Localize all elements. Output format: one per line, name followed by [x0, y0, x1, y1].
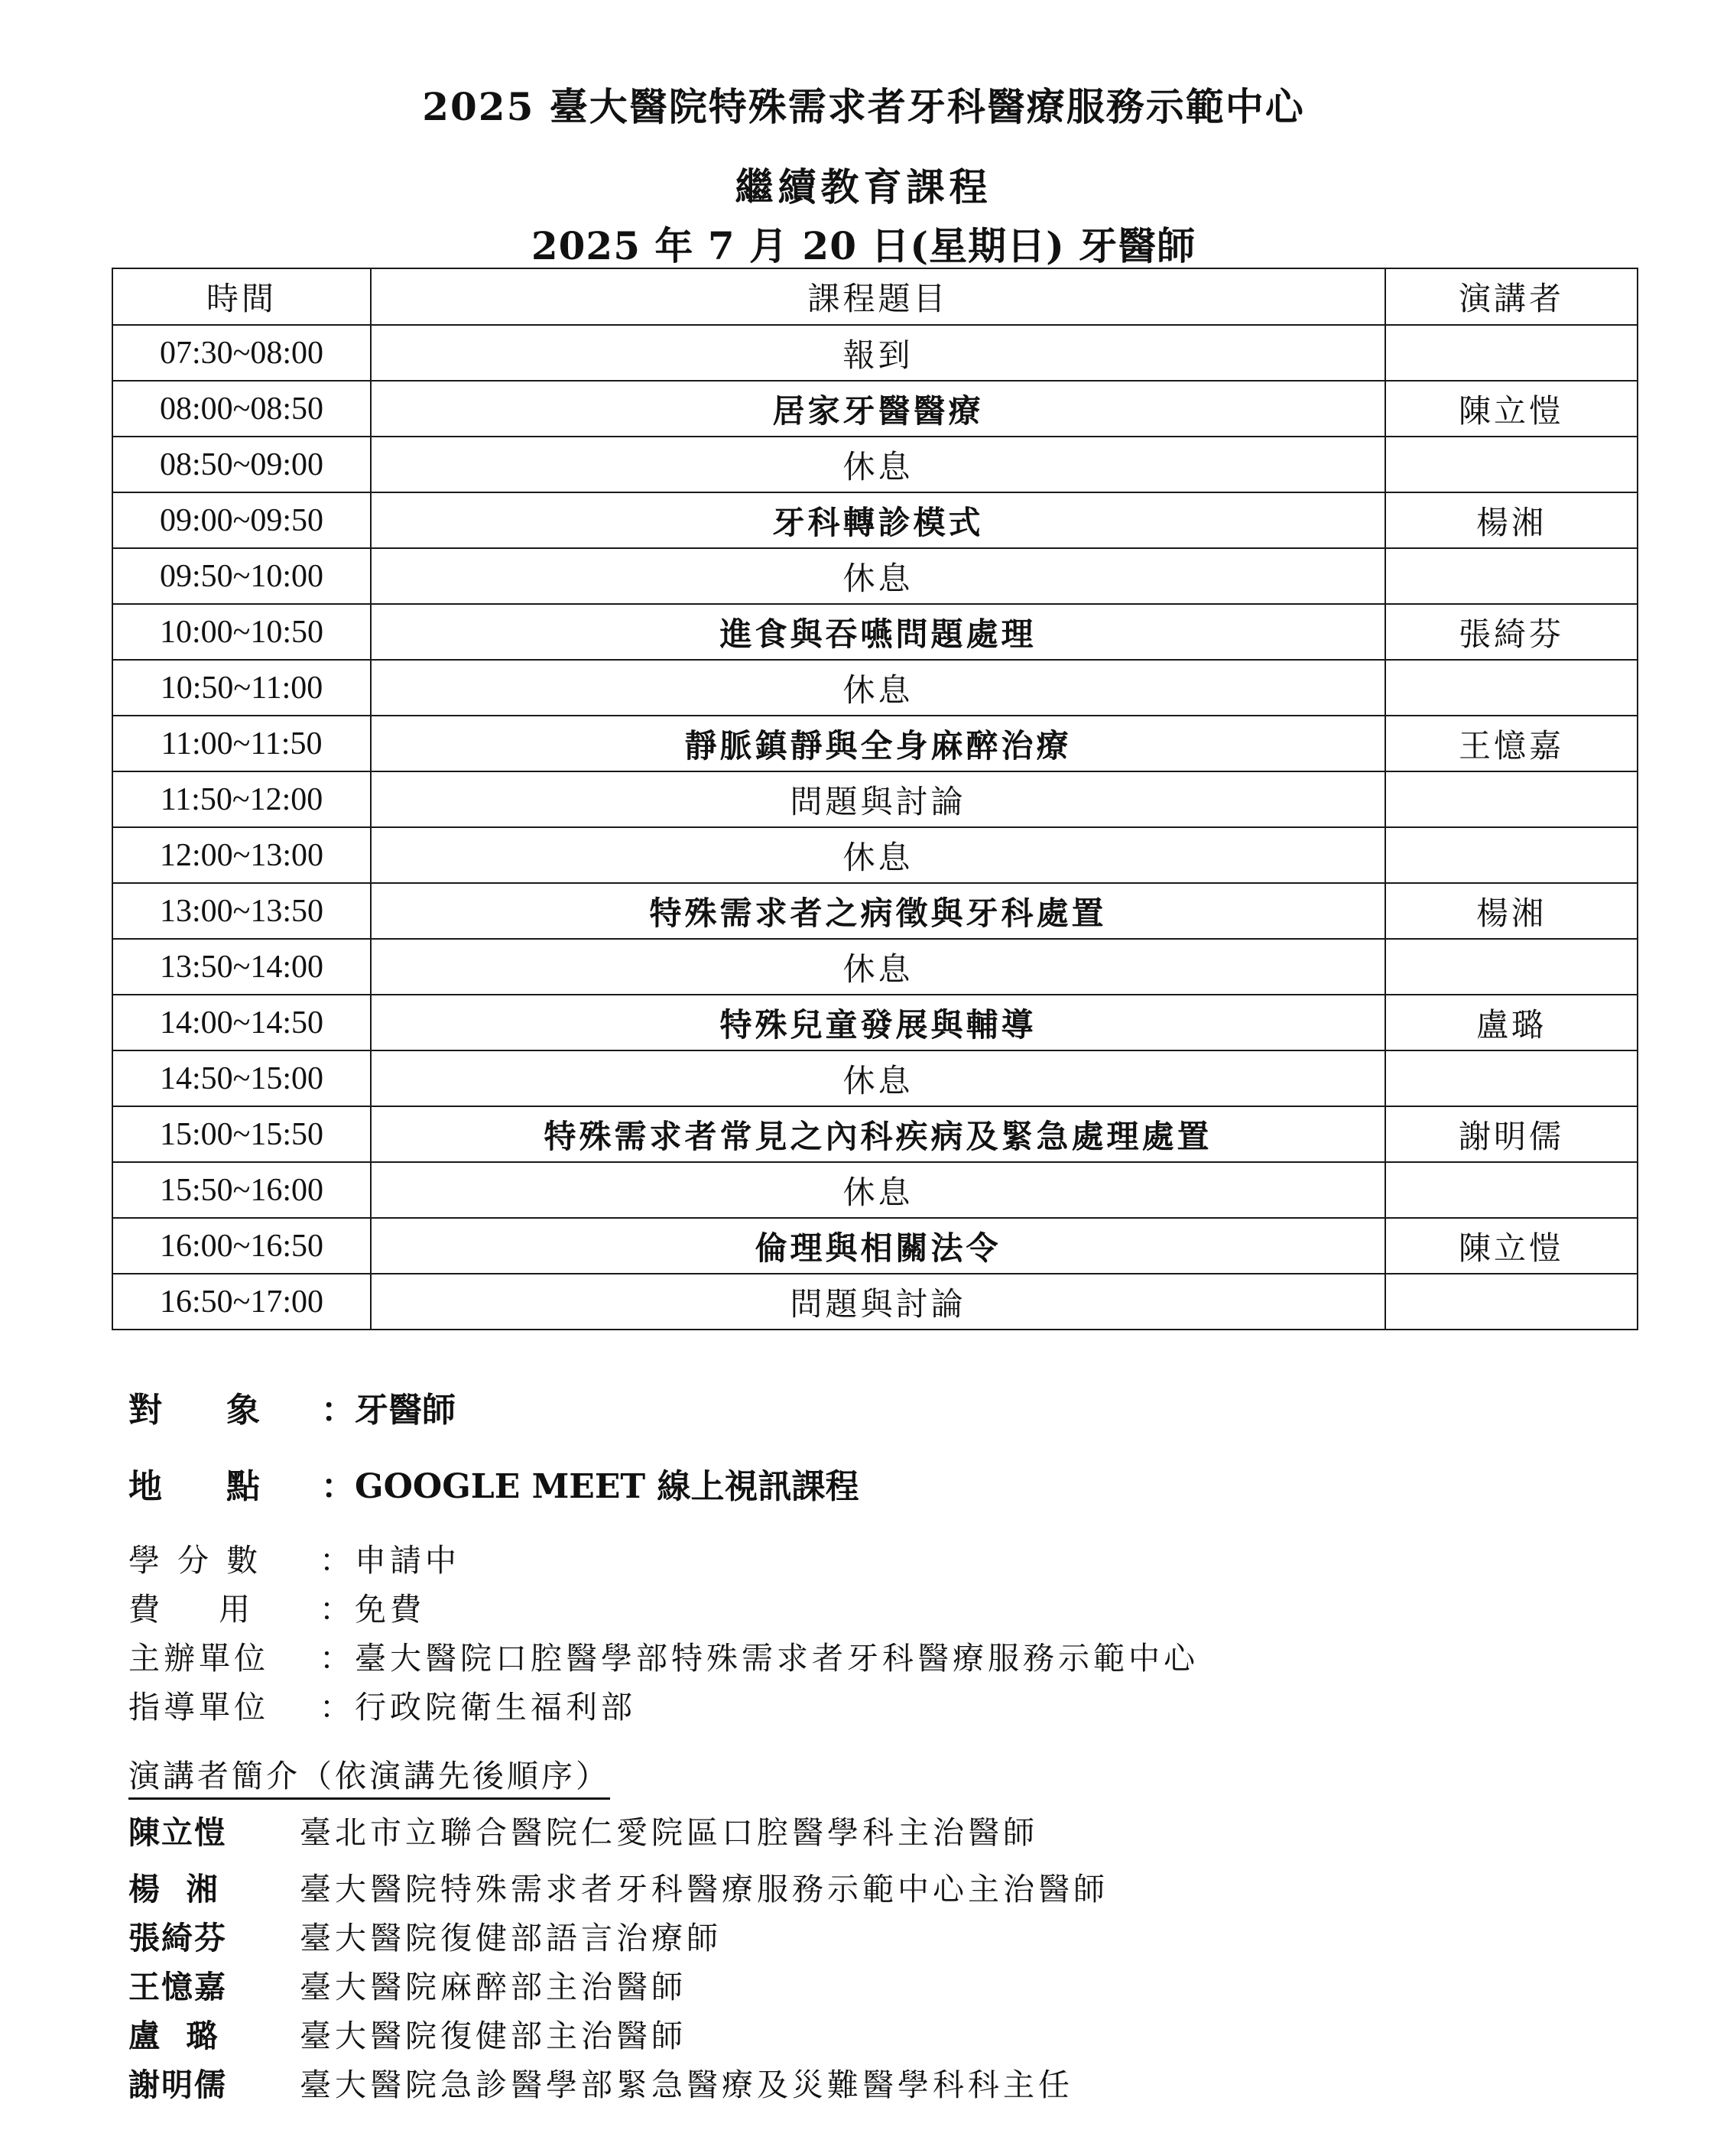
- row-time: 10:00~10:50: [112, 604, 371, 660]
- row-topic: 牙科轉診模式: [371, 492, 1385, 548]
- row-time: 16:50~17:00: [112, 1274, 371, 1330]
- row-speaker: [1385, 660, 1638, 716]
- table-row: [112, 1274, 1638, 1330]
- speaker-bio: [128, 2011, 687, 2056]
- table-row: [112, 995, 1638, 1050]
- document-subtitle: 繼續教育課程: [735, 164, 992, 209]
- row-speaker: 楊湘: [1385, 492, 1638, 548]
- fee-label: 費 用: [128, 1591, 255, 1628]
- row-speaker: 張綺芬: [1385, 604, 1638, 660]
- row-speaker: 楊湘: [1385, 883, 1638, 939]
- venue-line: [128, 1459, 859, 1508]
- row-topic: 進食與吞嚥問題處理: [371, 604, 1385, 660]
- table-row: [112, 939, 1638, 995]
- table-row: [112, 325, 1638, 381]
- schedule-table: [112, 268, 1638, 1330]
- row-time: 12:00~13:00: [112, 827, 371, 883]
- row-speaker: 盧璐: [1385, 995, 1638, 1050]
- row-time: 10:50~11:00: [112, 660, 371, 716]
- organizer-value: ：臺大醫院口腔醫學部特殊需求者牙科醫療服務示範中心: [320, 1640, 1199, 1677]
- table-row: [112, 548, 1638, 604]
- row-speaker: [1385, 325, 1638, 381]
- row-speaker: [1385, 1162, 1638, 1218]
- row-speaker: [1385, 1050, 1638, 1106]
- row-topic: 問題與討論: [371, 1274, 1385, 1330]
- audience-value: ：牙醫師: [321, 1391, 456, 1430]
- row-time: 11:50~12:00: [112, 771, 371, 827]
- row-topic: 休息: [371, 660, 1385, 716]
- row-speaker: 陳立愷: [1385, 1218, 1638, 1274]
- speaker-name: 楊 湘: [128, 1871, 219, 1908]
- speaker-desc: 臺北市立聯合醫院仁愛院區口腔醫學科主治醫師: [300, 1814, 1038, 1851]
- row-time: 16:00~16:50: [112, 1218, 371, 1274]
- table-row: [112, 604, 1638, 660]
- speaker-bio: [128, 2060, 1073, 2105]
- venue-label: 地 點: [128, 1467, 260, 1506]
- table-row: [112, 492, 1638, 548]
- header-time: 時間: [112, 268, 371, 325]
- row-time: 09:00~09:50: [112, 492, 371, 548]
- date-line: 2025 年 7 月 20 日(星期日) 牙醫師: [531, 223, 1196, 268]
- row-speaker: 謝明儒: [1385, 1106, 1638, 1162]
- speaker-desc: 臺大醫院復健部語言治療師: [300, 1920, 722, 1956]
- supervisor-label: 指導單位: [128, 1689, 269, 1726]
- table-row: [112, 437, 1638, 492]
- row-time: 09:50~10:00: [112, 548, 371, 604]
- header-speaker: 演講者: [1385, 268, 1638, 325]
- credits-value: ：申請中: [320, 1542, 460, 1579]
- table-row: [112, 1050, 1638, 1106]
- table-row: [112, 716, 1638, 771]
- row-topic: 靜脈鎮靜與全身麻醉治療: [371, 716, 1385, 771]
- row-speaker: [1385, 939, 1638, 995]
- credits-line: [128, 1535, 460, 1580]
- speaker-bio: [128, 1807, 1038, 1852]
- row-topic: 休息: [371, 1162, 1385, 1218]
- row-topic: 休息: [371, 548, 1385, 604]
- row-time: 13:00~13:50: [112, 883, 371, 939]
- row-topic: 休息: [371, 827, 1385, 883]
- table-row: [112, 827, 1638, 883]
- row-speaker: [1385, 771, 1638, 827]
- speaker-bio: [128, 1864, 1109, 1909]
- credits-label: 學 分 數: [128, 1542, 262, 1579]
- row-time: 07:30~08:00: [112, 325, 371, 381]
- row-speaker: 陳立愷: [1385, 381, 1638, 437]
- speaker-desc: 臺大醫院特殊需求者牙科醫療服務示範中心主治醫師: [300, 1871, 1109, 1908]
- speaker-name: 謝明儒: [128, 2067, 227, 2103]
- speaker-bio: [128, 1962, 687, 2007]
- audience-label: 對 象: [128, 1391, 260, 1430]
- fee-line: [128, 1584, 425, 1629]
- speaker-name: 陳立愷: [128, 1814, 227, 1851]
- row-speaker: 王憶嘉: [1385, 716, 1638, 771]
- table-row: [112, 771, 1638, 827]
- row-topic: 特殊需求者常見之內科疾病及緊急處理處置: [371, 1106, 1385, 1162]
- row-topic: 休息: [371, 1050, 1385, 1106]
- row-time: 15:00~15:50: [112, 1106, 371, 1162]
- speaker-name: 盧 璐: [128, 2018, 219, 2054]
- row-time: 11:00~11:50: [112, 716, 371, 771]
- row-time: 08:00~08:50: [112, 381, 371, 437]
- venue-value: ：GOOGLE MEET 線上視訊課程: [321, 1467, 859, 1506]
- speaker-desc: 臺大醫院麻醉部主治醫師: [300, 1969, 687, 2005]
- speaker-bio: [128, 1913, 722, 1958]
- row-topic: 居家牙醫醫療: [371, 381, 1385, 437]
- row-time: 08:50~09:00: [112, 437, 371, 492]
- row-speaker: [1385, 1274, 1638, 1330]
- row-topic: 休息: [371, 939, 1385, 995]
- fee-value: ：免費: [320, 1591, 425, 1628]
- row-topic: 倫理與相關法令: [371, 1218, 1385, 1274]
- row-topic: 報到: [371, 325, 1385, 381]
- row-speaker: [1385, 548, 1638, 604]
- row-time: 15:50~16:00: [112, 1162, 371, 1218]
- table-row: [112, 1218, 1638, 1274]
- row-speaker: [1385, 437, 1638, 492]
- row-topic: 問題與討論: [371, 771, 1385, 827]
- row-time: 13:50~14:00: [112, 939, 371, 995]
- speaker-name: 張綺芬: [128, 1920, 227, 1956]
- speaker-desc: 臺大醫院急診醫學部緊急醫療及災難醫學科科主任: [300, 2067, 1073, 2103]
- supervisor-value: ：行政院衛生福利部: [320, 1689, 636, 1726]
- schedule-header-row: [112, 268, 1638, 325]
- row-speaker: [1385, 827, 1638, 883]
- table-row: [112, 1162, 1638, 1218]
- row-topic: 特殊兒童發展與輔導: [371, 995, 1385, 1050]
- supervisor-line: [128, 1682, 636, 1727]
- row-time: 14:50~15:00: [112, 1050, 371, 1106]
- organizer-label: 主辦單位: [128, 1640, 269, 1677]
- speaker-name: 王憶嘉: [128, 1969, 227, 2005]
- row-topic: 休息: [371, 437, 1385, 492]
- table-row: [112, 883, 1638, 939]
- document-title: 2025 臺大醫院特殊需求者牙科醫療服務示範中心: [422, 84, 1305, 129]
- row-topic: 特殊需求者之病徵與牙科處置: [371, 883, 1385, 939]
- speaker-desc: 臺大醫院復健部主治醫師: [300, 2018, 687, 2054]
- audience-line: [128, 1382, 456, 1431]
- row-time: 14:00~14:50: [112, 995, 371, 1050]
- table-row: [112, 660, 1638, 716]
- speakers-intro-heading: 演講者簡介（依演講先後順序）: [128, 1751, 610, 1800]
- table-row: [112, 1106, 1638, 1162]
- organizer-line: [128, 1633, 1199, 1678]
- header-topic: 課程題目: [371, 268, 1385, 325]
- table-row: [112, 381, 1638, 437]
